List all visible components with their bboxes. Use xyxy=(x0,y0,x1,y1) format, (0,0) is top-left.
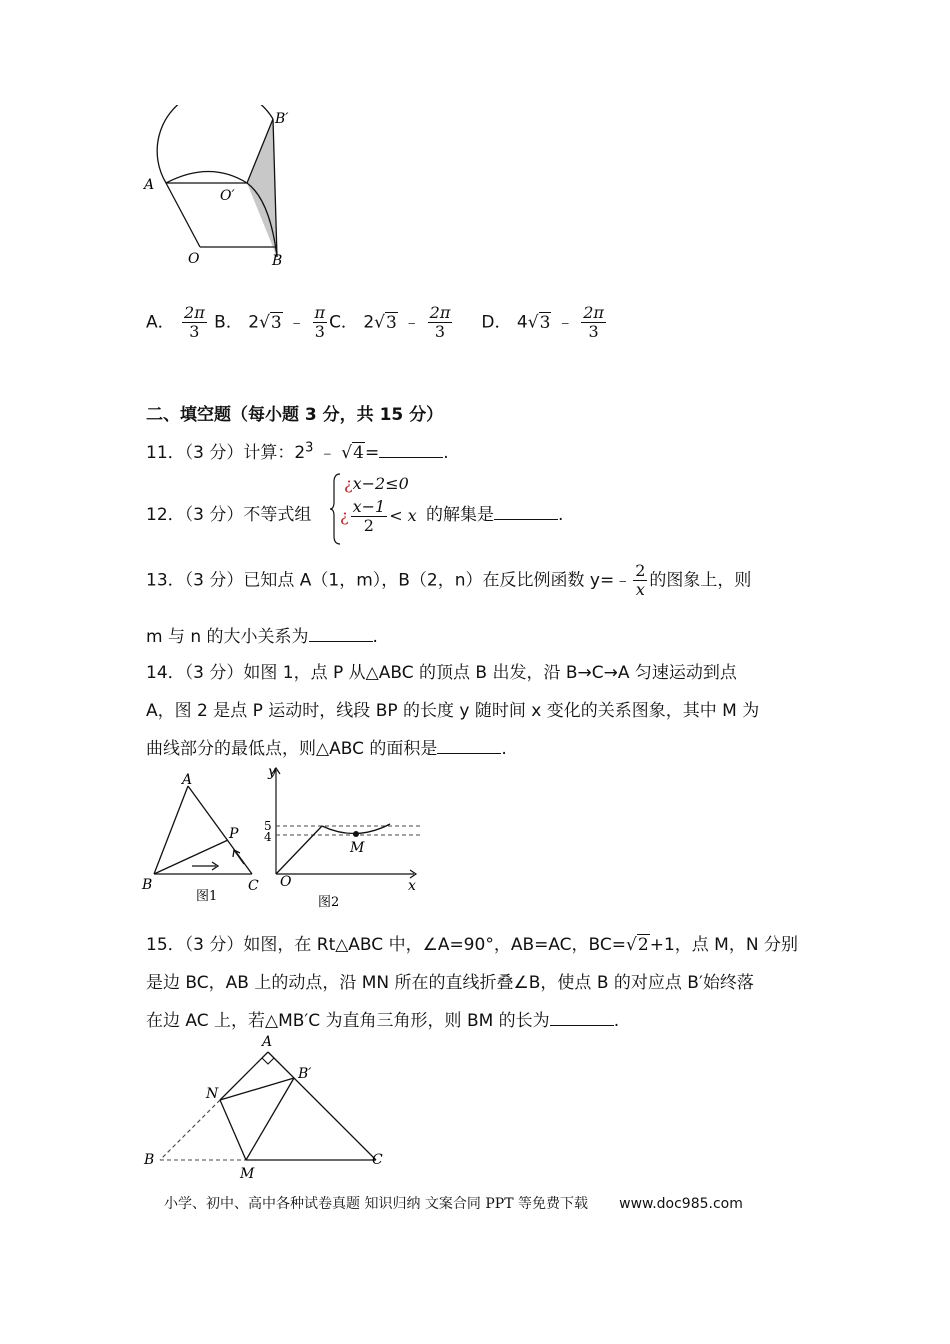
figure-q15 xyxy=(140,1032,400,1182)
q10-options xyxy=(146,304,608,341)
q15-suffix: +1，点 M，N 分别 xyxy=(649,935,798,955)
option-c-fraction: $\frac{2\pi}{3}$ xyxy=(429,303,451,341)
option-c-radical: √3 xyxy=(374,312,397,333)
q12-tail xyxy=(426,500,563,525)
q13-fraction: $\frac{2}{x}$ xyxy=(635,561,646,599)
option-d-coef: 4 xyxy=(516,312,528,333)
fig2-tick-5: 5 xyxy=(264,819,272,833)
fig2-label-y: y xyxy=(268,764,276,780)
fig15-label-M: M xyxy=(240,1166,255,1182)
question-14-line1: 14．（3 分）如图 1，点 P 从△ABC 的顶点 B 出发，沿 B→C→A 匀速运动到点 xyxy=(146,663,737,683)
q14-line3-text: 曲线部分的最低点，则△ABC 的面积是 xyxy=(146,739,438,759)
q12-system xyxy=(330,472,430,546)
q15-end: . xyxy=(613,1011,620,1031)
option-d-minus: ﹣ xyxy=(556,312,574,333)
label-O-prime: O′ xyxy=(220,188,235,204)
question-11 xyxy=(146,438,449,463)
fig2-caption: 图2 xyxy=(318,895,340,910)
q12-row2-relation: < x xyxy=(389,506,417,525)
fig2-label-O: O xyxy=(280,874,292,890)
option-a-label: A． xyxy=(146,312,175,333)
question-15-line1 xyxy=(146,930,798,955)
option-d-label: D． xyxy=(481,312,512,333)
question-13-line2 xyxy=(146,622,378,647)
q13-prefix: 13．（3 分）已知点 A（1，m），B（2，n）在反比例函数 y=﹣ xyxy=(146,570,632,591)
fig15-label-A: A xyxy=(262,1034,273,1050)
fig15-label-N: N xyxy=(206,1086,219,1102)
question-13-line1 xyxy=(146,562,751,599)
footer-site-link[interactable]: www.doc985.com xyxy=(619,1196,743,1212)
fig15-label-B-prime: B′ xyxy=(298,1066,312,1082)
section-2-heading: 二、填空题（每小题 3 分，共 15 分） xyxy=(146,405,444,425)
fig2-label-M: M xyxy=(350,840,365,856)
q11-equals: = xyxy=(364,443,380,463)
q13-suffix: 的图象上，则 xyxy=(649,570,752,591)
q11-end: . xyxy=(443,443,449,463)
label-A: A xyxy=(144,177,155,193)
label-B: B xyxy=(272,253,283,269)
figure-q14-1 xyxy=(140,770,270,910)
q14-answer-blank[interactable] xyxy=(437,752,501,754)
footer-text: 小学、初中、高中各种试卷真题 知识归纳 文案合同 PPT 等免费下载 xyxy=(164,1196,588,1212)
option-c-minus: ﹣ xyxy=(403,312,421,333)
option-b-fraction: $\frac{\pi}{3}$ xyxy=(314,303,326,341)
question-15-line2: 是边 BC，AB 上的动点，沿 MN 所在的直线折叠∠B，使点 B 的对应点 B′始终落 xyxy=(146,973,754,993)
q13-line2-text: m 与 n 的大小关系为 xyxy=(146,627,309,647)
option-d-radical: √3 xyxy=(527,312,551,333)
q11-prefix: 11．（3 分）计算：2 xyxy=(146,443,306,463)
fig1-label-A: A xyxy=(182,772,193,788)
fig1-label-P: P xyxy=(229,826,239,842)
question-14-line3 xyxy=(146,734,507,759)
q12-row2-fraction: $\frac{x-1}{2}$ xyxy=(352,497,386,535)
page-footer xyxy=(164,1193,743,1213)
question-12 xyxy=(146,500,311,525)
option-c-label: C． xyxy=(329,312,358,333)
option-b-radical: √3 xyxy=(259,312,282,333)
fig15-label-B: B xyxy=(144,1152,155,1168)
fig1-label-C: C xyxy=(248,878,259,894)
question-15-line3 xyxy=(146,1006,619,1031)
fig1-caption: 图1 xyxy=(196,889,218,904)
figure-q10 xyxy=(140,105,310,275)
figure-q14-2 xyxy=(262,764,432,912)
label-B-prime: B′ xyxy=(275,111,289,127)
q11-minus: ﹣ xyxy=(318,443,336,463)
fig2-label-x: x xyxy=(408,878,416,894)
q12-row1-mark: ¿ xyxy=(344,474,353,493)
option-b-label: B． xyxy=(214,312,243,333)
q11-answer-blank[interactable] xyxy=(379,456,443,458)
q12-row1: x−2≤0 xyxy=(352,474,409,493)
q12-end: . xyxy=(558,505,564,525)
q13-end: . xyxy=(372,627,378,647)
q13-answer-blank[interactable] xyxy=(309,640,373,642)
fig2-tick-4: 4 xyxy=(264,830,272,844)
q12-suffix: 的解集是 xyxy=(426,505,494,525)
option-c-coef: 2 xyxy=(363,312,375,333)
q11-radical: √4 xyxy=(341,443,364,463)
option-b-minus: ﹣ xyxy=(288,312,306,333)
option-d-fraction: $\frac{2\pi}{3}$ xyxy=(583,303,604,341)
option-a-fraction: $\frac{2\pi}{3}$ xyxy=(184,303,205,341)
q15-answer-blank[interactable] xyxy=(550,1024,614,1026)
question-14-line2: A，图 2 是点 P 运动时，线段 BP 的长度 y 随时间 x 变化的关系图象，其中 M 为 xyxy=(146,701,760,721)
q12-answer-blank[interactable] xyxy=(494,518,558,520)
q14-end: . xyxy=(501,739,507,759)
q12-prefix: 12．（3 分）不等式组 xyxy=(146,505,312,525)
label-O: O xyxy=(188,251,200,267)
fig15-label-C: C xyxy=(372,1152,383,1168)
q12-row2-mark: ¿ xyxy=(340,506,349,525)
q15-line3-text: 在边 AC 上，若△MB′C 为直角三角形，则 BM 的长为 xyxy=(146,1011,550,1031)
q15-prefix: 15．（3 分）如图，在 Rt△ABC 中，∠A=90°，AB=AC，BC= xyxy=(146,935,627,955)
q15-radical: √2 xyxy=(626,935,649,955)
q11-exponent: 3 xyxy=(305,440,314,456)
fig1-label-B: B xyxy=(142,877,153,893)
option-b-coef: 2 xyxy=(248,312,260,333)
